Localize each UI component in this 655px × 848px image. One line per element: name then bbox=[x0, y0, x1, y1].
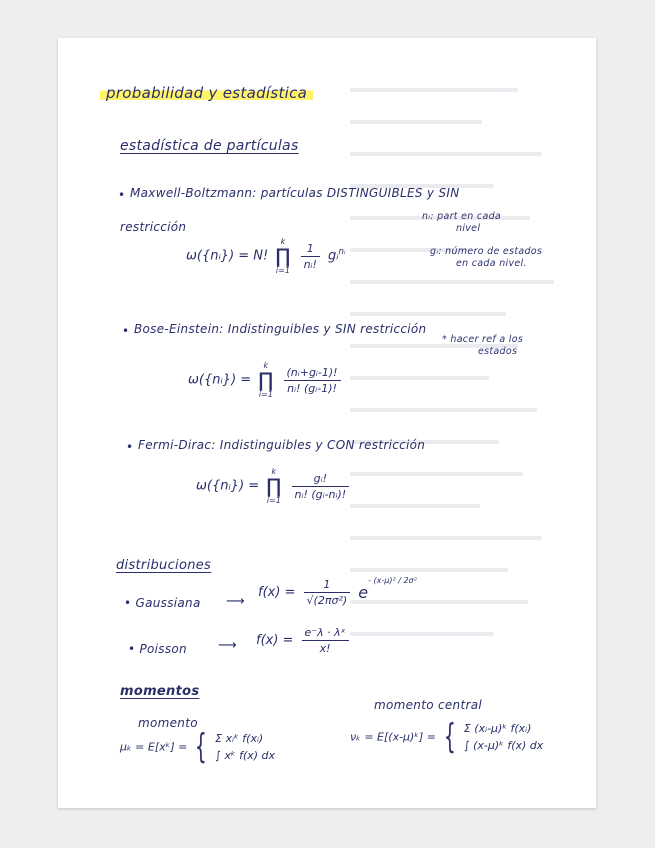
mb-formula bbox=[186, 236, 346, 276]
product-operator bbox=[258, 360, 273, 400]
central-moment-continuous: ∫ (x-μ)ᵏ f(x) dx bbox=[463, 739, 544, 752]
central-moment-lhs: νₖ = E[(x-μ)ᵏ] = bbox=[350, 730, 437, 744]
prod-lower-limit: i=1 bbox=[275, 266, 290, 275]
prod-upper-limit: k bbox=[280, 237, 286, 246]
be-frac-den: nᵢ! (gᵢ-1)! bbox=[287, 381, 337, 395]
raw-moment-lhs: μₖ = E[xᵏ] = bbox=[120, 740, 188, 754]
section-heading-particles: estadística de partículas bbox=[120, 138, 299, 154]
mb-frac-num: 1 bbox=[301, 242, 320, 257]
central-moment-cases bbox=[464, 720, 543, 754]
mb-note-ni-2: nivel bbox=[456, 223, 481, 234]
gauss-formula bbox=[258, 575, 417, 607]
poisson-lhs: f(x) = bbox=[256, 633, 294, 648]
be-bullet: • bbox=[122, 324, 130, 338]
mb-tail-sup: nᵢ bbox=[338, 247, 346, 258]
mb-line-1: Maxwell-Boltzmann: partículas DISTINGUIBLES y SIN bbox=[130, 186, 460, 200]
be-note-1: * hacer ref a los bbox=[442, 334, 524, 345]
be-fraction bbox=[284, 366, 341, 395]
fd-frac-num: gᵢ! bbox=[292, 472, 350, 487]
mb-formula-lhs: ω({nᵢ}) = N! bbox=[186, 248, 269, 264]
brace-icon: { bbox=[195, 727, 208, 767]
raw-moment-formula bbox=[120, 727, 276, 767]
fd-bullet: • bbox=[126, 440, 134, 454]
central-moment-discrete: Σ (xᵢ-μ)ᵏ f(xᵢ) bbox=[463, 722, 532, 735]
fd-fraction bbox=[292, 472, 350, 501]
mb-tail: gᵢ bbox=[328, 248, 339, 264]
be-note-2: estados bbox=[478, 346, 518, 357]
product-symbol: ∏ bbox=[275, 244, 291, 268]
mb-bullet: • bbox=[118, 188, 126, 202]
gauss-lhs: f(x) = bbox=[258, 585, 296, 600]
mb-line-2: restricción bbox=[120, 220, 187, 234]
fd-frac-den: nᵢ! (gᵢ-nᵢ)! bbox=[294, 487, 347, 501]
mb-note-ni-1: nᵢ: part en cada bbox=[422, 211, 502, 222]
notebook-page bbox=[58, 38, 596, 808]
moment-label: momento bbox=[138, 716, 198, 730]
gauss-label: • Gaussiana bbox=[124, 596, 201, 610]
arrow-icon: ⟶ bbox=[218, 638, 237, 653]
prod-lower-limit: i=1 bbox=[258, 390, 273, 399]
raw-moment-continuous: ∫ xᵏ f(x) dx bbox=[215, 749, 276, 762]
gauss-den: √(2πσ²) bbox=[306, 594, 348, 607]
mb-note-gi-2: en cada nivel. bbox=[456, 258, 527, 269]
arrow-icon: ⟶ bbox=[226, 594, 245, 609]
brace-icon: { bbox=[443, 717, 456, 757]
mb-note-gi-1: gᵢ: número de estados bbox=[430, 246, 543, 257]
prod-upper-limit: k bbox=[263, 361, 269, 370]
fd-text: Fermi-Dirac: Indistinguibles y CON restricción bbox=[138, 438, 426, 452]
poisson-fraction bbox=[302, 626, 349, 655]
prod-upper-limit: k bbox=[271, 467, 277, 476]
fd-formula-lhs: ω({nᵢ}) = bbox=[196, 478, 260, 494]
raw-moment-cases bbox=[215, 730, 275, 764]
be-text: Bose-Einstein: Indistinguibles y SIN restricción bbox=[134, 322, 427, 336]
prod-lower-limit: i=1 bbox=[266, 496, 281, 505]
mb-frac-den: nᵢ! bbox=[303, 257, 317, 271]
gauss-fraction bbox=[304, 578, 351, 607]
mb-fraction bbox=[301, 242, 320, 271]
be-formula bbox=[188, 360, 344, 400]
product-operator bbox=[275, 236, 290, 276]
raw-moment-discrete: Σ xᵢᵏ f(xᵢ) bbox=[215, 732, 264, 745]
poisson-den: x! bbox=[319, 642, 331, 655]
central-moment-formula bbox=[350, 717, 544, 757]
central-moment-label: momento central bbox=[374, 698, 482, 712]
distributions-heading: distribuciones bbox=[116, 558, 212, 573]
product-symbol: ∏ bbox=[266, 474, 282, 498]
gauss-exponent: - (x-μ)² / 2σ² bbox=[368, 575, 417, 585]
moments-heading: momentos bbox=[120, 684, 200, 699]
poisson-label: • Poisson bbox=[128, 642, 187, 656]
product-symbol: ∏ bbox=[258, 368, 274, 392]
page-title: probabilidad y estadística bbox=[100, 84, 313, 102]
be-formula-lhs: ω({nᵢ}) = bbox=[188, 372, 252, 388]
gauss-e: e bbox=[358, 583, 369, 602]
poisson-formula bbox=[256, 626, 352, 655]
be-frac-num: (nᵢ+gᵢ-1)! bbox=[284, 366, 341, 381]
fd-formula bbox=[196, 466, 352, 506]
gauss-num: 1 bbox=[304, 578, 351, 593]
product-operator bbox=[266, 466, 281, 506]
poisson-num: e⁻λ · λˣ bbox=[302, 626, 349, 641]
